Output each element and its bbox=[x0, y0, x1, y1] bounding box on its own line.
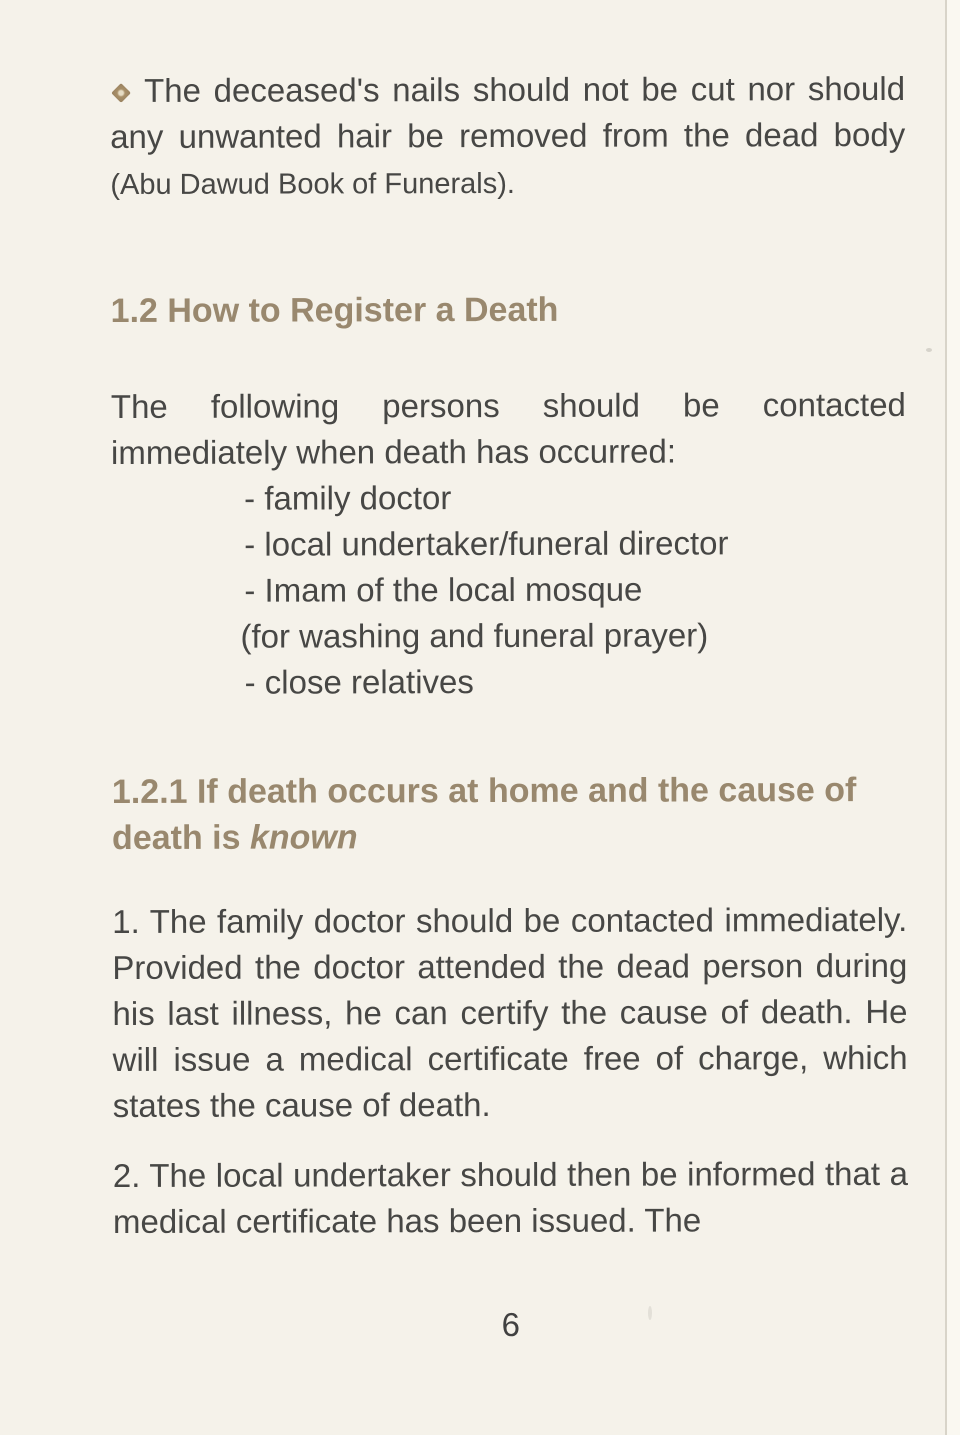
section-heading-register-death: 1.2 How to Register a Death bbox=[110, 290, 559, 330]
page-edge-strip bbox=[947, 0, 960, 1435]
list-item: - local undertaker/funeral director bbox=[244, 524, 729, 563]
bullet-paragraph-text: The deceased's nails should not be cut nor should any unwanted hair be removed from the dead body bbox=[110, 69, 906, 155]
contacts-intro-paragraph: The following persons should be contacted immediately when death has occurred: bbox=[110, 385, 906, 471]
paragraph-local-undertaker: 2. The local undertaker should then be informed that a medical certificate has been issued. The bbox=[112, 1154, 908, 1240]
list-item: (for washing and funeral prayer) bbox=[240, 616, 709, 655]
page-content bbox=[110, 66, 908, 1349]
scan-speck bbox=[926, 348, 932, 352]
paragraph-family-doctor: 1. The family doctor should be contacted immediately. Provided the doctor attended the dead person during his last illness, he can certify the cause of death. He will issue a medical certificate free of charge, which states the cause of death. bbox=[112, 900, 908, 1124]
sub-heading-text: 1.2.1 If death occurs at home and the cause of death is bbox=[111, 771, 857, 857]
list-item: - Imam of the local mosque bbox=[244, 570, 643, 609]
contacts-list bbox=[240, 474, 907, 706]
sub-heading-emphasis: known bbox=[249, 818, 358, 857]
sub-heading-death-at-home-known bbox=[112, 767, 907, 861]
list-item: - close relatives bbox=[244, 663, 474, 701]
bullet-paragraph bbox=[110, 66, 905, 208]
hadith-citation: (Abu Dawud Book of Funerals). bbox=[110, 167, 515, 201]
list-item: - family doctor bbox=[244, 479, 452, 517]
diamond-bullet-icon bbox=[111, 83, 131, 103]
page-number: 6 bbox=[501, 1305, 521, 1343]
